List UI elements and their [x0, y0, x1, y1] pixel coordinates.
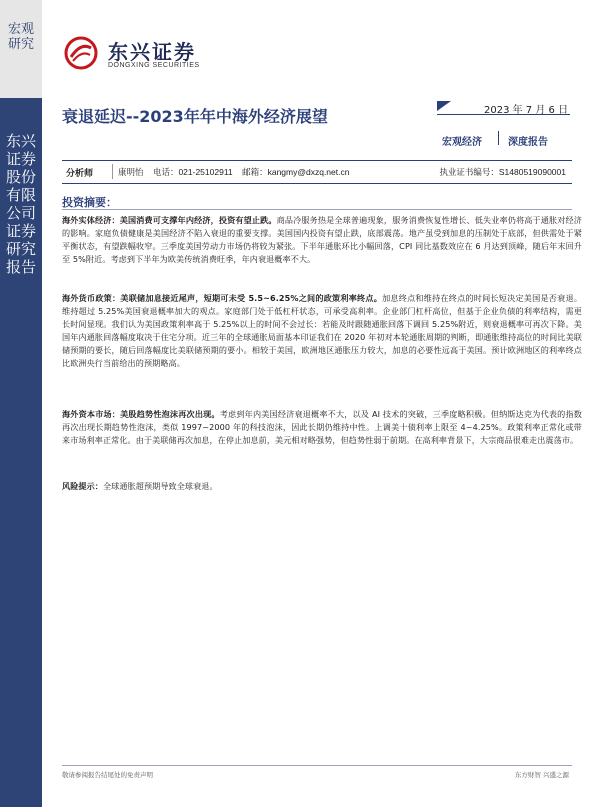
company-report-label: 东兴证券股份有限公司证券研究报告 — [6, 132, 37, 276]
page-title: 衰退延迟--2023年年中海外经济展望 — [62, 107, 328, 126]
summary-heading: 投资摘要： — [62, 196, 117, 209]
paragraph-lead: 海外资本市场：美股趋势性泡沫再次出现。 — [62, 409, 220, 419]
title-corner-mark — [437, 101, 451, 111]
analyst-contact: 康明怡 电话：021-25102911 邮箱：kangmy@dxzq.net.cn — [118, 167, 350, 177]
paragraph-body: 加息终点和维持在终点的时间长短决定美国是否衰退。维持超过 5.25%美国衰退概率加大的观点。家庭部门处于低杠杆状态，可承受高利率。企业部门杠杆高位，但基于企业负债的利率结构，需更长时间显现。我们认为美国政策利率高于 5.25%以上的时间不会过长：若能及时跟随通胀回落下调回 5.25%附近，则衰退概率可再次下降。美国年内通胀回落幅度取决于住宅分项。近三年的全球通胀局面基本印证我们在 2020 年初对本轮通胀周期的判断，即通胀维持高位的时间比美联储预期的要长，随后回落幅度比美联储预期的要小。相较于美国，欧洲地区通胀压力较大，加息的必要性远高于美国。预计欧洲地区的利率终点比欧洲央行当前给出的预期略高。 — [62, 293, 582, 368]
summary-paragraph-economy — [62, 214, 582, 266]
company-logo — [64, 36, 224, 76]
report-tag-depth: 深度报告 — [508, 137, 548, 148]
sidebar-top-band — [0, 0, 42, 98]
footer-divider — [62, 765, 572, 766]
risk-warning — [62, 480, 582, 493]
paragraph-body: 考虑到年内美国经济衰退概率不大，以及 AI 技术的突破，三季度略积极。但纳斯达克为代表的指数再次出现长期趋势性泡沫，类似 1997~2000 年的科技泡沫，因此长期仍维持中性。上调美十债利率上限至 4~4.25%。政策利率正常化或带来市场利率正常化。由于美联储再次加息，在停止加息前，美元相对略强势，但趋势性弱于前期。在高利率背景下，大宗商品很难走出震荡市。 — [62, 409, 582, 445]
tag-divider — [498, 131, 499, 145]
sidebar-main-band — [0, 98, 42, 807]
analyst-bar — [62, 160, 572, 184]
paragraph-lead: 海外实体经济：美国消费可支撑年内经济，投资有望止跌。 — [62, 215, 277, 225]
logo-mark-icon — [64, 36, 98, 70]
report-date: 2023 年 7 月 6 日 — [484, 105, 569, 116]
date-divider — [437, 114, 570, 115]
logo-english-name: DONGXING SECURITIES — [108, 62, 200, 69]
summary-paragraph-monetary — [62, 292, 582, 370]
logo-chinese-name: 东兴证券 — [108, 40, 196, 64]
paragraph-lead: 海外货币政策：美联储加息接近尾声，短期可未受 5.5~6.25%之间的政策利率终点。 — [62, 293, 383, 303]
footer-disclaimer: 敬请参阅报告结尾处的免责声明 — [62, 771, 153, 779]
risk-lead: 风险提示： — [62, 481, 103, 491]
summary-paragraph-markets — [62, 408, 582, 447]
analyst-certificate: 执业证书编号：S1480519090001 — [439, 167, 566, 177]
analyst-divider — [112, 164, 113, 179]
paragraph-body: 商品冷服务热是全球普遍现象，服务消费恢复性增长、低失业率仍将高于通胀对经济的影响。家庭负债健康是美国经济不陷入衰退的重要支撑。美国国内投资有望止跌，底部震荡。地产虽受到加息的压制处于底部，但供需处于紧平衡状态，有望跌幅收窄。三季度美国劳动力市场仍将较为紧张。下半年通胀环比小幅回落，CPI 同比基数效应在 6 月达到顶峰，随后年末回升至 5%附近。考虑到下半年为欧美传统消费旺季，年内衰退概率不大。 — [62, 215, 582, 264]
risk-body: 全球通胀超预期导致全球衰退。 — [102, 481, 218, 491]
report-tag-macro: 宏观经济 — [442, 137, 482, 148]
report-category-label: 宏观研究 — [8, 22, 35, 52]
footer-slogan: 东方财智 兴盛之源 — [514, 771, 569, 779]
summary-divider — [62, 209, 572, 210]
analyst-label: 分析师 — [66, 169, 94, 179]
